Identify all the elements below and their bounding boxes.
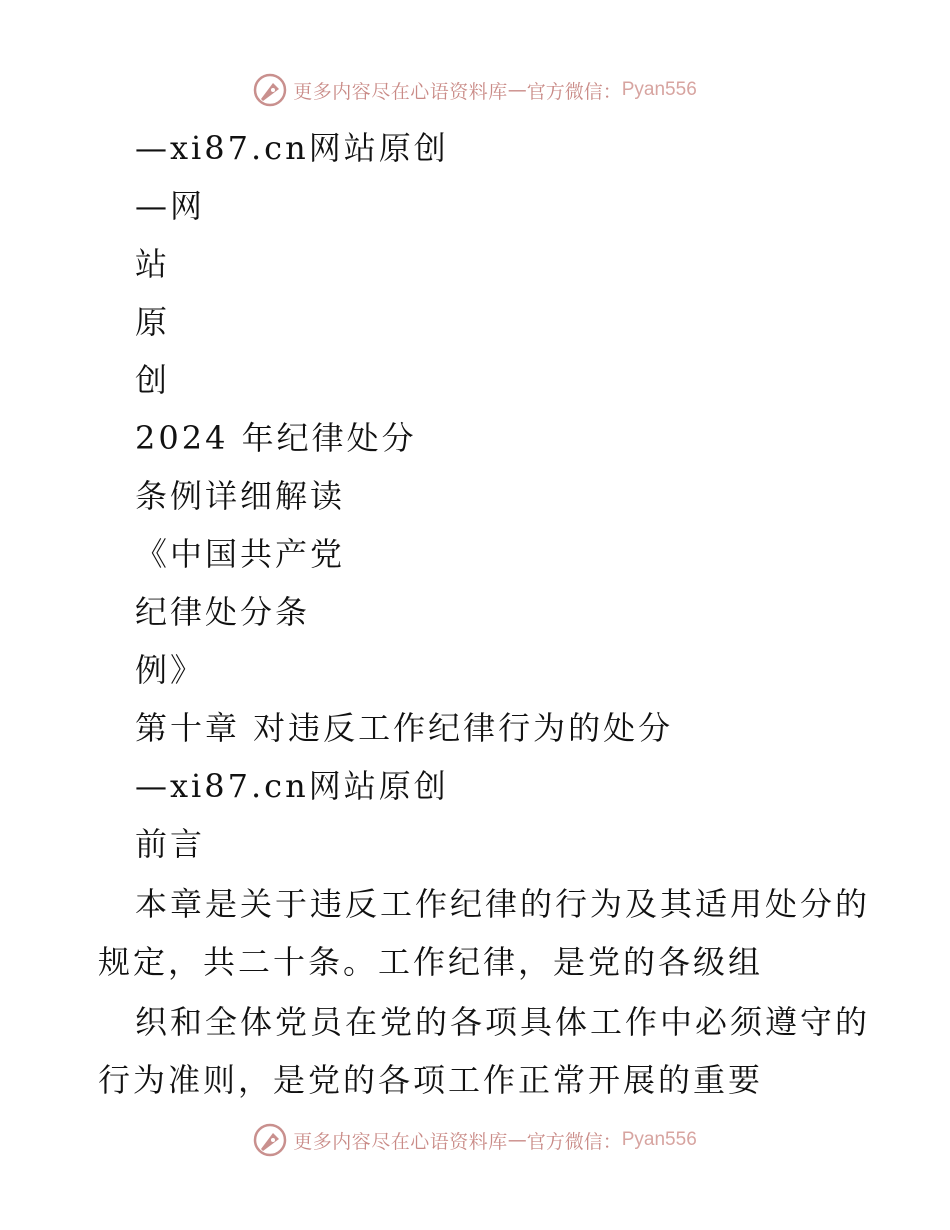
body-line-source: —xi87.cn网站原创 [135, 129, 449, 167]
body-line-source: —xi87.cn网站原创 [135, 767, 449, 805]
watermark-brand: 更多内容尽在心语资料库 [293, 80, 508, 103]
watermark-header [0, 70, 950, 110]
pen-nib-icon [253, 1123, 287, 1157]
watermark-wechat-id: Pyan556 [621, 1129, 697, 1150]
body-line: 创 [135, 361, 171, 399]
watermark-footer [0, 1120, 950, 1160]
paragraph-line: 规定，共二十条。工作纪律，是党的各级组 [98, 943, 764, 981]
chapter-heading: 第十章 对违反工作纪律行为的处分 [135, 709, 674, 747]
title-line: 纪律处分条 [135, 593, 311, 631]
body-line: —网 [135, 187, 206, 225]
section-heading-preface: 前言 [135, 825, 206, 863]
watermark-separator: — [507, 79, 527, 101]
watermark-wechat-label: 官方微信： [526, 80, 622, 103]
watermark-wechat-label: 官方微信： [526, 1130, 622, 1153]
title-line: 例》 [135, 651, 206, 689]
watermark-brand: 更多内容尽在心语资料库 [293, 1130, 508, 1153]
pen-nib-icon [253, 73, 287, 107]
paragraph-line: 织和全体党员在党的各项具体工作中必须遵守的 [135, 1003, 871, 1041]
watermark-separator: — [507, 1129, 527, 1151]
title-line: 2024 年纪律处分 [135, 419, 417, 457]
body-line: 原 [135, 303, 171, 341]
title-line: 条例详细解读 [135, 477, 346, 515]
paragraph-line: 本章是关于违反工作纪律的行为及其适用处分的 [135, 885, 871, 923]
paragraph-line: 行为准则，是党的各项工作正常开展的重要 [98, 1061, 764, 1099]
body-line: 站 [135, 245, 171, 283]
watermark-wechat-id: Pyan556 [621, 79, 697, 100]
title-line: 《中国共产党 [135, 535, 346, 573]
